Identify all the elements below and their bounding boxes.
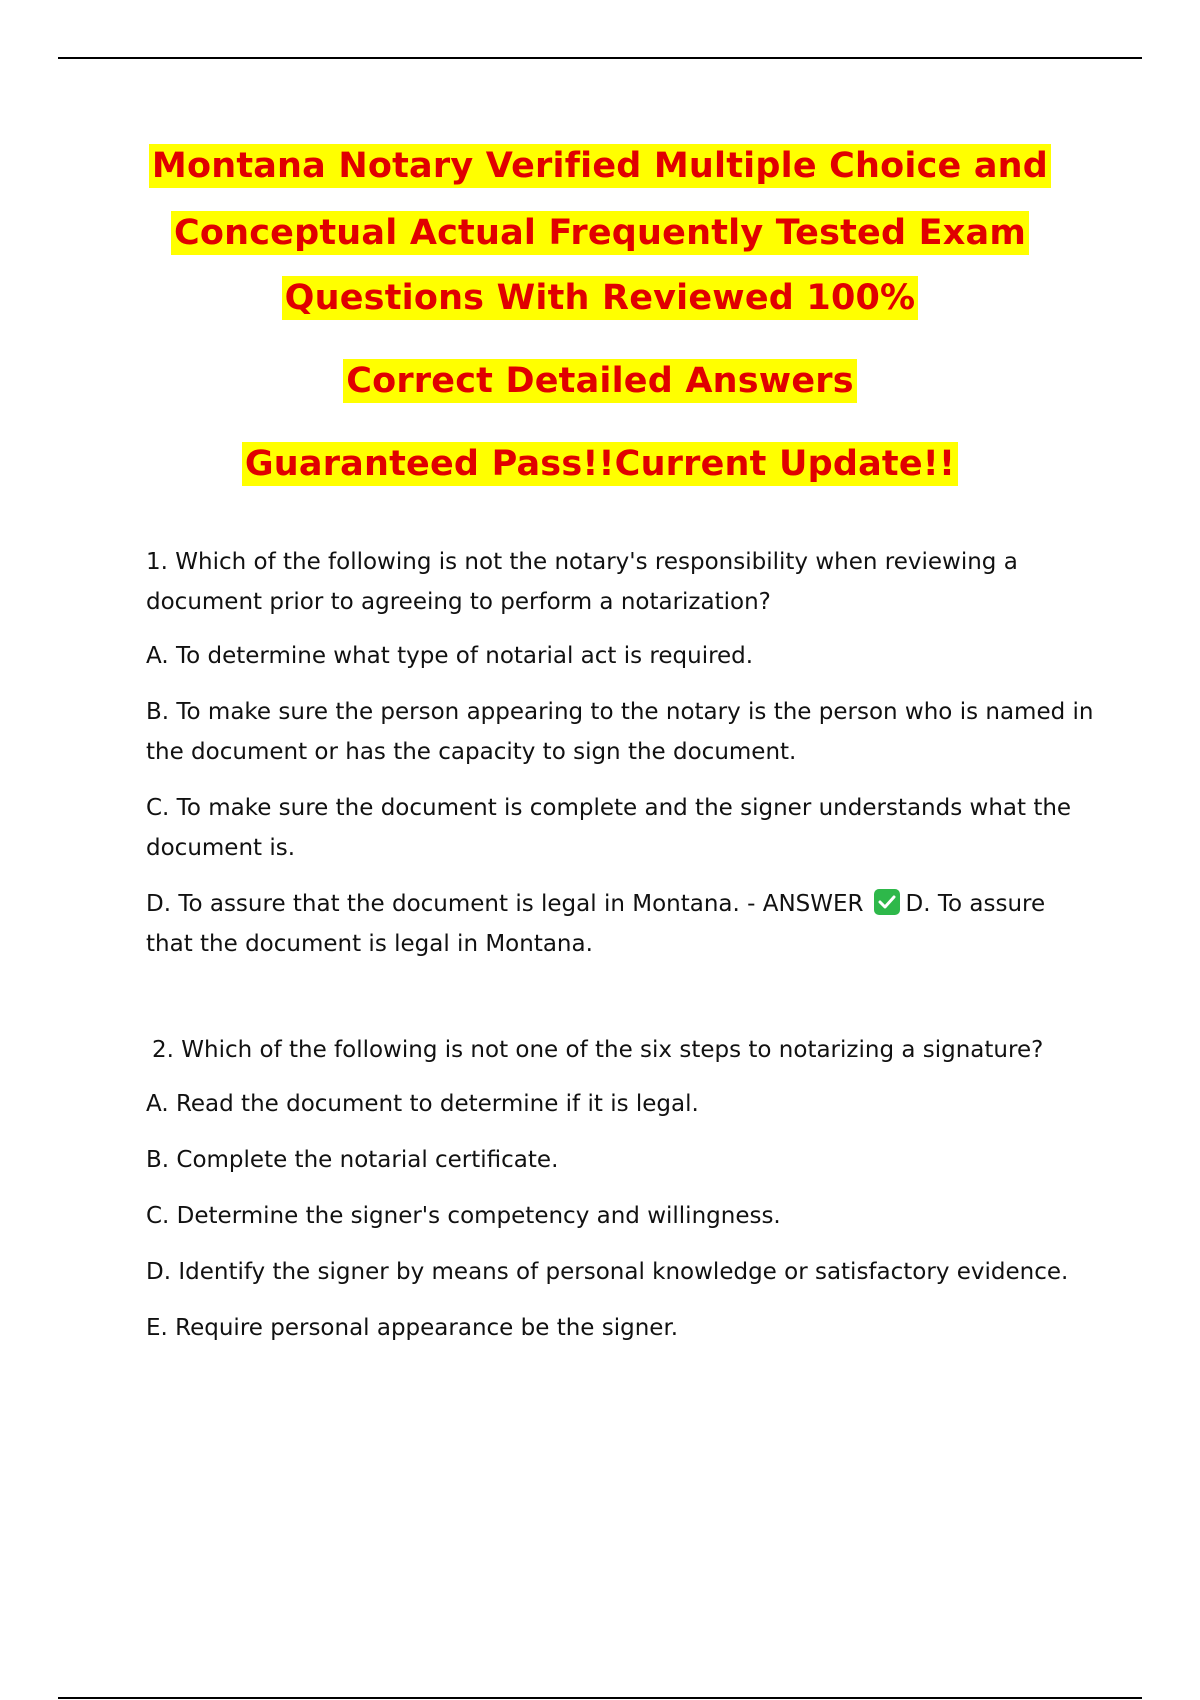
option-d: D. Identify the signer by means of personal knowledge or satisfactory evidence.: [146, 1259, 1069, 1285]
bottom-rule: [58, 1697, 1142, 1699]
question-2: [146, 1030, 1096, 1348]
option-c: C. To make sure the document is complete and the signer understands what the document is.: [146, 795, 1072, 861]
top-rule: [58, 57, 1142, 59]
question-1: [146, 542, 1096, 964]
title-line-1: Montana Notary Verified Multiple Choice and: [0, 140, 1200, 199]
question-text: 2. Which of the following is not one of the six steps to notarizing a signature?: [152, 1037, 1044, 1063]
check-mark-icon: [874, 889, 900, 915]
title-line-3: Questions With Reviewed 100%: [0, 272, 1200, 331]
option-c: C. Determine the signer's competency and willingness.: [146, 1203, 781, 1229]
title-line-5: Guaranteed Pass!!Current Update!!: [0, 438, 1200, 497]
option-d-with-answer: [146, 884, 1096, 964]
document-title: [0, 140, 1200, 497]
option-a: A. To determine what type of notarial act is required.: [146, 643, 754, 669]
option-d-text: D. To assure that the document is legal in Montana. - ANSWER: [146, 891, 864, 917]
option-b: B. Complete the notarial certificate.: [146, 1147, 559, 1173]
title-line-4: Correct Detailed Answers: [0, 355, 1200, 414]
option-e: E. Require personal appearance be the signer.: [146, 1315, 679, 1341]
title-line-2: Conceptual Actual Frequently Tested Exam: [0, 207, 1200, 266]
questions-body: [146, 542, 1096, 1364]
option-b: B. To make sure the person appearing to the notary is the person who is named in the document or has the capacity to sign the document.: [146, 699, 1094, 765]
answer-text: D. To assure that the document is legal in Montana.: [146, 891, 1046, 957]
option-a: A. Read the document to determine if it is legal.: [146, 1091, 699, 1117]
question-text: 1. Which of the following is not the notary's responsibility when reviewing a document prior to agreeing to perform a notarization?: [146, 549, 1018, 615]
